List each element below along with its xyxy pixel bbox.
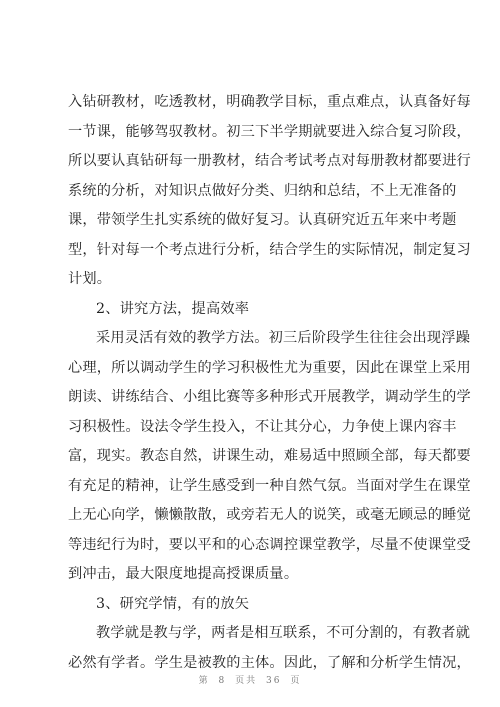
text-line: 采用灵活有效的教学方法。初三后阶段学生往往会出现浮躁 [96, 330, 471, 346]
text-line: 教学就是教与学，两者是相互联系，不可分割的，有教者就 [96, 625, 471, 641]
document-body [68, 88, 471, 678]
footer-middle: 页共 [235, 676, 258, 686]
section-heading: 3、研究学情，有的放矢 [96, 595, 250, 612]
section-heading: 2、讲究方法，提高效率 [96, 300, 250, 317]
page-footer [0, 673, 500, 686]
text-line: 计划。 [68, 271, 112, 287]
text-line: 型，针对每一个考点进行分析，结合学生的实际情况，制定复习 [68, 241, 471, 258]
footer-suffix: 页 [290, 676, 302, 686]
text-line: 到冲击，最大限度地提高授课质量。 [68, 566, 299, 582]
text-line: 习积极性。设法令学生投入，不让其分心，力争使上课内容丰 [68, 418, 457, 435]
text-line: 等违纪行为时，要以平和的心态调控课堂教学，尽量不使课堂受 [68, 536, 471, 553]
text-line: 富，现实。教态自然，讲课生动，难易适中照顾全部，每天都要 [68, 448, 471, 464]
text-line: 入钻研教材，吃透教材，明确教学目标，重点难点，认真备好每 [68, 94, 471, 110]
footer-prefix: 第 [198, 676, 210, 686]
text-line: 心理，所以调动学生的学习积极性尤为重要，因此在课堂上采用 [68, 359, 471, 376]
text-line: 上无心向学，懒懒散散，或旁若无人的说笑，或毫无顾忌的睡觉 [68, 507, 471, 523]
page-number: 8 [218, 676, 227, 686]
text-line: 一节课，能够驾驭教材。初三下半学期就要进入综合复习阶段， [68, 123, 471, 140]
text-line: 课，带领学生扎实系统的做好复习。认真研究近五年来中考题 [68, 212, 457, 228]
text-line: 朗读、讲练结合、小组比赛等多种形式开展教学，调动学生的学 [68, 389, 471, 405]
text-line: 必然有学者。学生是被教的主体。因此，了解和分析学生情况， [68, 654, 471, 671]
text-line: 所以要认真钻研每一册教材，结合考试考点对每册教材都要进行 [68, 153, 471, 169]
text-line: 系统的分析，对知识点做好分类、归纳和总结，不上无准备的 [68, 182, 457, 199]
text-line: 有充足的精神，让学生感受到一种自然气氛。当面对学生在课堂 [68, 477, 471, 494]
page-total: 36 [266, 676, 282, 686]
